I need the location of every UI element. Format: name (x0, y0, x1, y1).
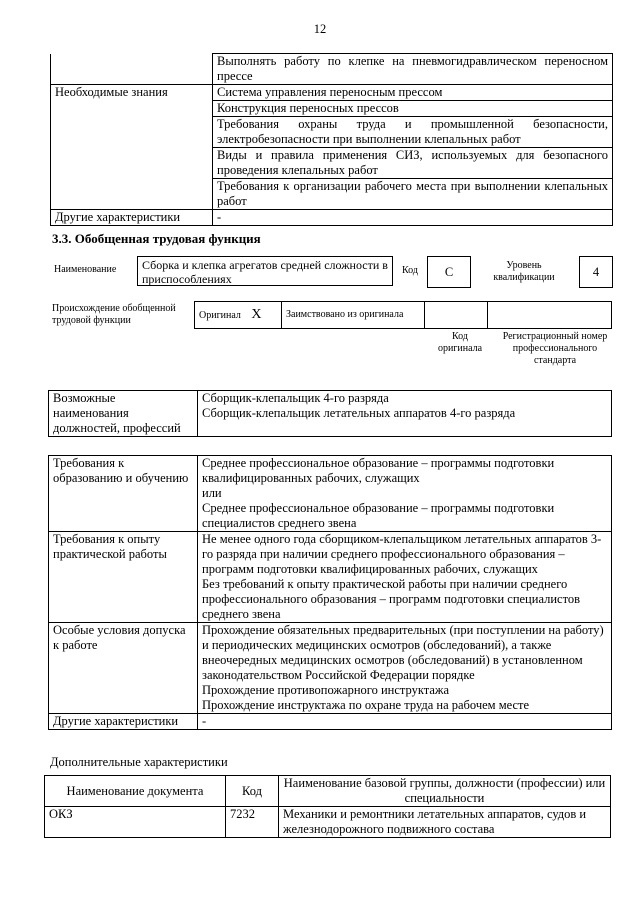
code-text: C (444, 265, 454, 279)
req-line: Прохождение обязательных предварительных (при поступлении на работу) и периодических медицинских осмотров (обследований), а также внеочередных медицинских осмотров (обследований) в установленном законодательством Российской Федерации порядке (202, 623, 604, 682)
knowledge-item: Конструкция переносных прессов (213, 101, 613, 117)
positions-table (48, 390, 612, 437)
table-row (195, 302, 612, 329)
origin-table (194, 301, 612, 329)
doc-cell: ОКЗ (45, 807, 226, 838)
table-row (49, 623, 612, 714)
level-label: Уровень квалификации (493, 260, 555, 283)
code-cell: 7232 (226, 807, 279, 838)
table-row (49, 532, 612, 623)
req-line: Среднее профессиональное образование – программы подготовки специалистов среднего звена (202, 501, 555, 530)
knowledge-item: Виды и правила применения СИЗ, используемых для безопасного проведения клепальных работ (213, 148, 613, 179)
level-text: 4 (592, 265, 600, 279)
req-value (198, 623, 612, 714)
knowledge-item: Требования охраны труда и промышленной безопасности, электробезопасности при выполнении клепальных работ (213, 117, 613, 148)
req-line: - (202, 714, 207, 728)
positions-label: Возможные наименования должностей, профессий (49, 391, 198, 437)
code-caption: Код оригинала (437, 331, 483, 354)
table-row (45, 807, 611, 838)
additional-table (44, 775, 611, 838)
origin-reg-cell (488, 302, 612, 329)
code-value (427, 256, 471, 288)
origin-label: Происхождение обобщенной трудовой функции (52, 303, 176, 326)
req-label: Другие характеристики (49, 714, 198, 730)
knowledge-item: Требования к организации рабочего места при выполнении клепальных работ (213, 179, 613, 210)
table-row (49, 714, 612, 730)
original-label: Оригинал (199, 309, 241, 321)
table-row (51, 210, 613, 226)
level-value (579, 256, 613, 288)
code-label: Код (402, 265, 418, 276)
req-line: или (202, 486, 222, 500)
col-header-doc: Наименование документа (45, 776, 226, 807)
naming-label: Наименование (54, 264, 117, 275)
positions-values (198, 391, 612, 437)
req-line: Не менее одного года сборщиком-клепальщиком летательных аппаратов 3-го разряда при наличии среднего профессионального образования – программ подготовки квалифицированных рабочих, служащих (202, 532, 602, 576)
req-label: Особые условия допуска к работе (49, 623, 198, 714)
knowledge-table (50, 53, 613, 226)
skill-cell: Выполнять работу по клепке на пневмогидравлическом переносном прессе (213, 54, 613, 85)
col-header-name: Наименование базовой группы, должности (профессии) или специальности (279, 776, 611, 807)
req-value (198, 532, 612, 623)
req-value (198, 714, 612, 730)
borrowed-label: Заимствовано из оригинала (282, 302, 425, 329)
req-value (198, 456, 612, 532)
section-title: 3.3. Обобщенная трудовая функция (52, 231, 261, 246)
req-line: Без требований к опыту практической работы при наличии среднего профессионального образования – программ подготовки специалистов среднего звена (202, 577, 581, 621)
req-line: Прохождение инструктажа по охране труда на рабочем месте (202, 698, 530, 712)
other-label: Другие характеристики (51, 210, 213, 226)
origin-code-cell (425, 302, 488, 329)
table-header-row (45, 776, 611, 807)
naming-text: Сборка и клепка агрегатов средней сложности в приспособлениях (142, 258, 388, 286)
knowledge-item: Система управления переносным прессом (213, 85, 613, 101)
position-item: Сборщик-клепальщик летательных аппаратов 4-го разряда (202, 406, 516, 420)
position-item: Сборщик-клепальщик 4-го разряда (202, 391, 389, 405)
knowledge-label: Необходимые знания (51, 85, 213, 210)
req-line: Прохождение противопожарного инструктажа (202, 683, 450, 697)
table-row (49, 456, 612, 532)
reg-caption: Регистрационный номер профессионального стандарта (502, 331, 608, 366)
req-label: Требования к опыту практической работы (49, 532, 198, 623)
original-mark: X (251, 306, 262, 322)
other-value: - (213, 210, 613, 226)
req-line: Среднее профессиональное образование – программы подготовки квалифицированных рабочих, служащих (202, 456, 555, 485)
table-row (51, 85, 613, 101)
additional-title: Дополнительные характеристики (50, 755, 228, 769)
naming-value (137, 256, 393, 286)
table-row (49, 391, 612, 437)
col-header-code: Код (226, 776, 279, 807)
page-number: 12 (313, 22, 327, 36)
requirements-table (48, 455, 612, 730)
name-cell: Механики и ремонтники летательных аппаратов, судов и железнодорожного подвижного состава (279, 807, 611, 838)
req-label: Требования к образованию и обучению (49, 456, 198, 532)
table-row (51, 54, 613, 85)
